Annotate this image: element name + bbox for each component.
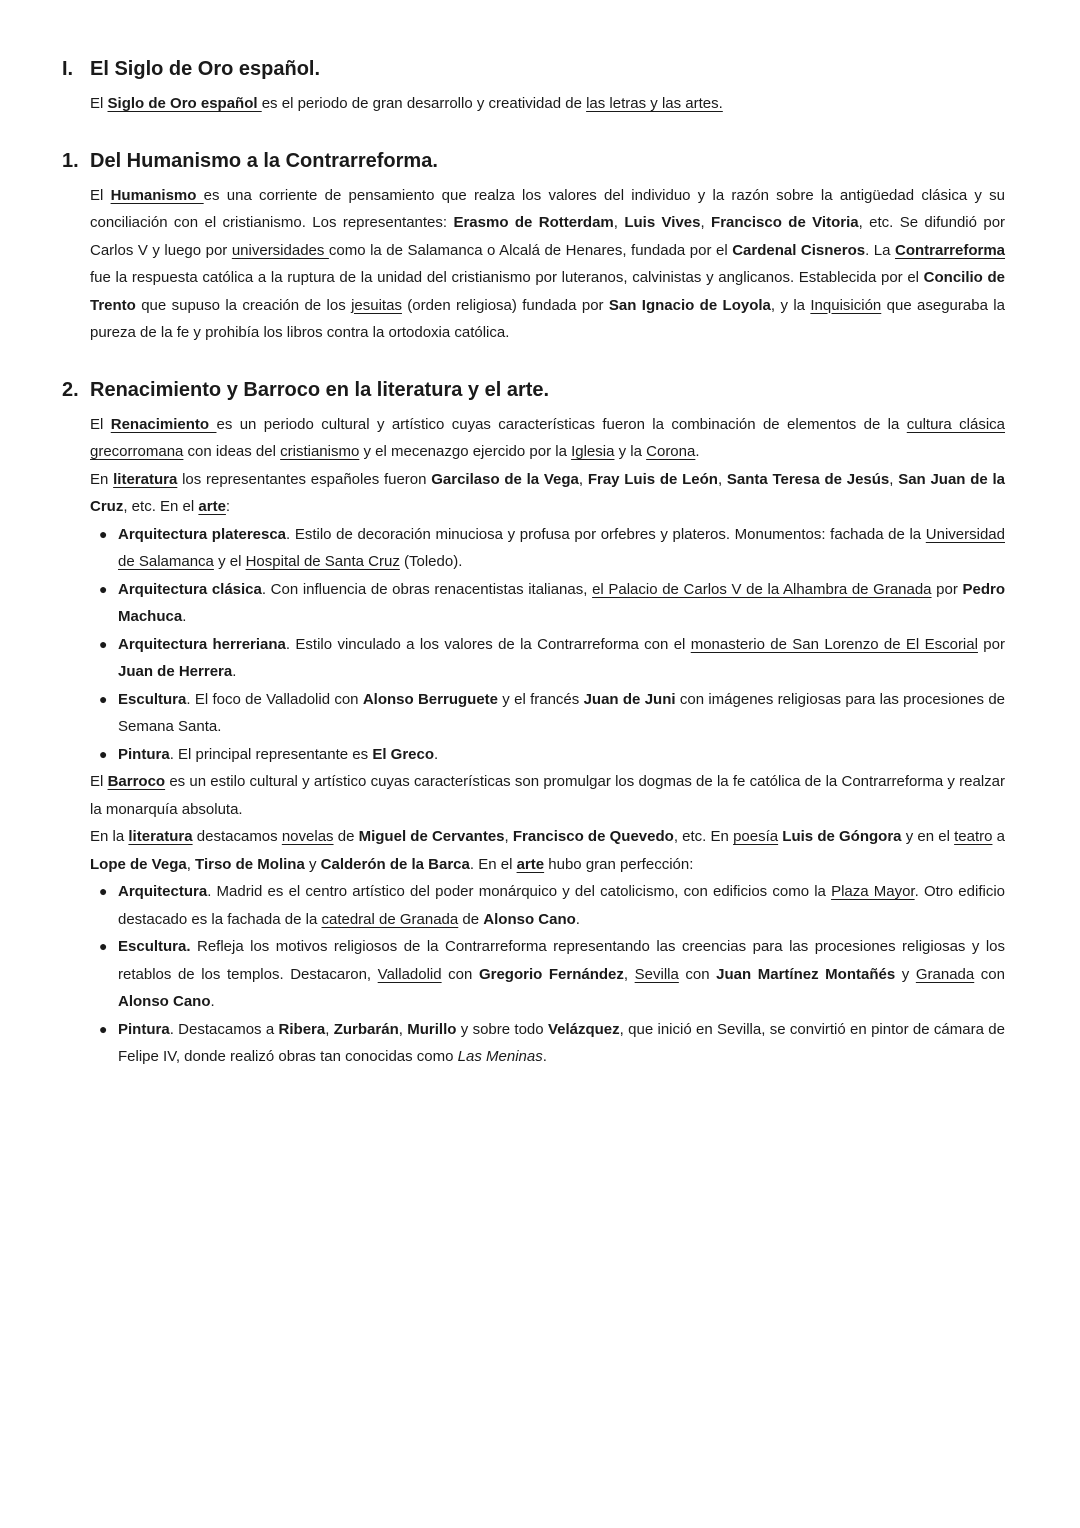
- heading-number: I.: [62, 58, 74, 80]
- text-run: :: [225, 498, 231, 515]
- text-run: es un estilo cultural y artístico cuyas características son promulgar los dogmas de la fe católica de la Contrarreforma y realzar la monarquía absoluta.: [90, 773, 1005, 818]
- text-run: .: [210, 993, 215, 1010]
- text-run: . Otro edificio destacado es la fachada de la: [118, 883, 1005, 928]
- text-run: Refleja los motivos religiosos de la Contrarreforma representando las creencias para las procesiones religiosas y los retablos de los templos. Destacaron,: [118, 938, 1005, 983]
- text-run: Velázquez: [547, 1020, 620, 1038]
- text-run: El: [90, 186, 111, 204]
- text-run: poesía: [733, 828, 779, 845]
- text-run: ,: [700, 214, 712, 231]
- bullet-item: [90, 741, 1005, 769]
- text-run: .: [232, 663, 237, 680]
- text-run: Cardenal Cisneros: [732, 241, 866, 259]
- text-run: las letras y las artes.: [586, 95, 723, 112]
- text-run: Fray Luis de León: [587, 470, 718, 488]
- text-run: con: [974, 965, 1005, 983]
- text-run: .: [434, 745, 439, 763]
- text-run: ,: [186, 855, 196, 873]
- text-run: . Destacamos a: [169, 1020, 279, 1038]
- text-run: fue la respuesta católica a la ruptura de la unidad del cristianismo por luteranos, calvinistas y anglicanos. Establecida por el: [90, 269, 924, 286]
- text-run: .: [575, 910, 580, 928]
- text-run: ,: [504, 828, 513, 845]
- text-run: es una corriente de pensamiento que realza los valores del individuo y la razón sobre la antigüedad clásica y su conciliación con el cristianismo. Los representantes:: [90, 186, 1005, 231]
- text-run: por: [977, 635, 1005, 653]
- bullet-item: [90, 576, 1005, 631]
- heading-text: Del Humanismo a la Contrarreforma.: [90, 149, 438, 172]
- text-run: Plaza Mayor: [831, 883, 915, 900]
- section-heading: [62, 377, 1005, 404]
- text-run: jesuitas: [351, 296, 402, 314]
- text-run: Valladolid: [377, 965, 442, 983]
- text-run: destacamos: [192, 828, 282, 845]
- heading-text: El Siglo de Oro español.: [90, 58, 321, 80]
- text-run: arte: [516, 855, 545, 873]
- text-run: San Ignacio de Loyola: [608, 296, 771, 314]
- bullet-icon: ●: [99, 690, 108, 707]
- text-run: universidades: [231, 241, 329, 259]
- text-run: por: [931, 580, 963, 598]
- bullet-item: [90, 933, 1005, 1016]
- text-run: Francisco de Quevedo: [512, 828, 674, 845]
- text-run: Alonso Cano: [118, 993, 211, 1010]
- section-heading: [62, 148, 1005, 175]
- text-run: Las Meninas: [457, 1048, 543, 1065]
- text-run: (Toledo).: [399, 553, 463, 570]
- text-run: . En el: [469, 855, 517, 873]
- text-run: Santa Teresa de Jesús: [726, 470, 890, 488]
- text-run: Arquitectura: [118, 883, 208, 900]
- text-run: Pintura: [118, 745, 170, 763]
- text-run: literatura: [113, 470, 178, 488]
- text-run: Juan de Juni: [583, 690, 676, 708]
- text-run: Luis Vives: [624, 214, 701, 231]
- text-run: Ribera: [278, 1020, 326, 1038]
- text-run: de: [333, 828, 359, 845]
- text-run: Arquitectura plateresca: [118, 525, 287, 543]
- section-heading: [62, 56, 1005, 83]
- text-run: con: [441, 965, 479, 983]
- bullet-text: [118, 631, 1005, 686]
- text-run: con imágenes religiosas para las procesiones de Semana Santa.: [118, 690, 1006, 735]
- text-run: Inquisición: [810, 296, 882, 314]
- text-run: . La: [865, 241, 895, 259]
- text-run: El: [90, 773, 108, 790]
- bullet-text: [118, 686, 1005, 741]
- text-run: Tirso de Molina: [195, 855, 305, 873]
- text-run: hubo gran perfección:: [544, 855, 694, 873]
- text-run: Alonso Berruguete: [362, 690, 498, 708]
- text-run: . El principal representante es: [169, 745, 373, 763]
- text-run: y la: [614, 443, 647, 460]
- paragraph: [90, 768, 1005, 823]
- bullet-text: [118, 1016, 1005, 1071]
- text-run: En: [90, 470, 114, 488]
- text-run: Garcilaso de la Vega: [431, 470, 579, 488]
- bullet-item: [90, 878, 1005, 933]
- text-run: arte: [198, 498, 226, 515]
- text-run: Miguel de Cervantes: [358, 828, 505, 845]
- text-run: Pintura: [118, 1020, 170, 1038]
- text-run: Universidad de Salamanca: [118, 525, 1005, 570]
- text-run: .: [182, 608, 187, 625]
- text-run: . Estilo de decoración minuciosa y profusa por orfebres y plateros. Monumentos: fachada de la: [286, 525, 926, 543]
- text-run: Renacimiento: [110, 415, 217, 433]
- text-run: Arquitectura clásica: [118, 580, 262, 598]
- text-run: y sobre todo: [456, 1020, 548, 1038]
- text-run: Murillo: [407, 1020, 457, 1038]
- text-run: es el periodo de gran desarrollo y creatividad de: [261, 95, 587, 112]
- text-run: con ideas del: [183, 443, 281, 460]
- text-run: . Madrid es el centro artístico del poder monárquico y del catolicismo, con edificios como la: [207, 883, 832, 900]
- paragraph: [90, 466, 1005, 521]
- text-run: ,: [325, 1020, 334, 1038]
- text-run: (orden religiosa) fundada por: [401, 296, 609, 314]
- bullet-text: [118, 521, 1005, 576]
- bullet-icon: ●: [99, 580, 108, 597]
- heading-number: 2.: [62, 378, 79, 401]
- text-run: Escultura: [118, 690, 187, 708]
- text-run: . Estilo vinculado a los valores de la Contrarreforma con el: [285, 635, 691, 653]
- text-run: Iglesia: [571, 443, 615, 460]
- paragraph: [90, 90, 1005, 118]
- bullet-item: [90, 686, 1005, 741]
- text-run: . El foco de Valladolid con: [186, 690, 363, 708]
- bullet-icon: ●: [99, 745, 108, 762]
- paragraph: [90, 182, 1005, 347]
- text-run: el Palacio de Carlos V de la Alhambra de Granada: [592, 580, 932, 598]
- text-run: Alonso Cano: [483, 910, 576, 928]
- text-run: los representantes españoles fueron: [177, 470, 432, 488]
- text-run: que aseguraba la pureza de la fe y prohibía los libros contra la ortodoxia católica.: [90, 296, 1005, 341]
- heading-text: Renacimiento y Barroco en la literatura y el arte.: [90, 378, 550, 401]
- bullet-icon: ●: [99, 525, 108, 542]
- text-run: Francisco de Vitoria: [711, 214, 859, 231]
- text-run: ,: [717, 470, 727, 488]
- text-run: Calderón de la Barca: [320, 855, 470, 873]
- text-run: y el mecenazgo ejercido por la: [359, 443, 572, 460]
- text-run: como la de Salamanca o Alcalá de Henares, fundada por el: [328, 241, 733, 259]
- text-run: Juan Martínez Montañés: [716, 965, 896, 983]
- text-run: , que inició en Sevilla, se convirtió en pintor de cámara de Felipe IV, donde realizó obras tan conocidas como: [118, 1020, 1005, 1065]
- text-run: Zurbarán: [333, 1020, 399, 1038]
- text-run: de: [458, 910, 484, 928]
- document-body: [62, 56, 1005, 1071]
- text-run: El: [90, 95, 108, 112]
- bullet-item: [90, 1016, 1005, 1071]
- text-run: a: [992, 828, 1005, 845]
- paragraph: [90, 823, 1005, 878]
- text-run: es un periodo cultural y artístico cuyas características fueron la combinación de elementos de la: [216, 415, 907, 433]
- heading-number: 1.: [62, 149, 79, 172]
- text-run: Pedro Machuca: [118, 580, 1006, 625]
- text-run: Siglo de Oro español: [107, 95, 262, 112]
- text-run: Arquitectura herreriana: [118, 635, 286, 653]
- text-run: Concilio de Trento: [90, 269, 1006, 314]
- text-run: , y la: [770, 296, 811, 314]
- text-run: San Juan de la Cruz: [90, 470, 1005, 515]
- text-run: cultura clásica grecorromana: [90, 415, 1006, 460]
- text-run: y: [895, 965, 916, 983]
- text-run: .: [695, 443, 700, 460]
- text-run: Erasmo de Rotterdam: [453, 214, 614, 231]
- text-run: Contrarreforma: [894, 241, 1006, 259]
- bullet-icon: ●: [99, 883, 108, 899]
- text-run: , etc. Se difundió por Carlos V y luego por: [90, 214, 1006, 259]
- text-run: y en el: [901, 828, 955, 845]
- text-run: Escultura.: [118, 938, 191, 955]
- text-run: que supuso la creación de los: [135, 296, 352, 314]
- text-run: Corona: [646, 443, 696, 460]
- text-run: , etc. En: [673, 828, 734, 845]
- text-run: Lope de Vega: [90, 855, 187, 873]
- bullet-text: [118, 878, 1005, 933]
- text-run: cristianismo: [280, 443, 360, 460]
- bullet-item: [90, 521, 1005, 576]
- text-run: Humanismo: [110, 186, 204, 204]
- text-run: teatro: [954, 828, 993, 845]
- text-run: El: [90, 415, 111, 433]
- text-run: Juan de Herrera: [118, 663, 233, 680]
- bullet-icon: ●: [99, 938, 108, 954]
- text-run: monasterio de San Lorenzo de El Escorial: [690, 635, 978, 653]
- text-run: y el francés: [498, 690, 584, 708]
- text-run: ,: [398, 1020, 408, 1038]
- text-run: , etc. En el: [123, 498, 199, 515]
- text-run: ,: [889, 470, 899, 488]
- text-run: ,: [623, 965, 635, 983]
- text-run: catedral de Granada: [321, 910, 459, 928]
- text-run: novelas: [281, 828, 334, 845]
- text-run: .: [542, 1048, 547, 1065]
- text-run: Granada: [915, 965, 975, 983]
- paragraph: [90, 411, 1005, 466]
- text-run: con: [678, 965, 717, 983]
- bullet-text: [118, 741, 1005, 769]
- bullet-item: [90, 631, 1005, 686]
- text-run: literatura: [128, 828, 193, 845]
- text-run: ,: [613, 214, 625, 231]
- text-run: ,: [578, 470, 588, 488]
- bullet-icon: ●: [99, 1020, 108, 1037]
- text-run: y: [304, 855, 321, 873]
- text-run: El Greco: [372, 745, 435, 763]
- text-run: Luis de Góngora: [782, 828, 902, 845]
- text-run: Barroco: [107, 773, 166, 790]
- text-run: Gregorio Fernández: [478, 965, 624, 983]
- text-run: Sevilla: [634, 965, 679, 983]
- bullet-text: [118, 576, 1005, 631]
- text-run: En la: [90, 828, 129, 845]
- bullet-icon: ●: [99, 635, 108, 652]
- bullet-text: [118, 933, 1005, 1016]
- text-run: y el: [213, 553, 246, 570]
- text-run: . Con influencia de obras renacentistas italianas,: [261, 580, 593, 598]
- text-run: Hospital de Santa Cruz: [245, 553, 400, 570]
